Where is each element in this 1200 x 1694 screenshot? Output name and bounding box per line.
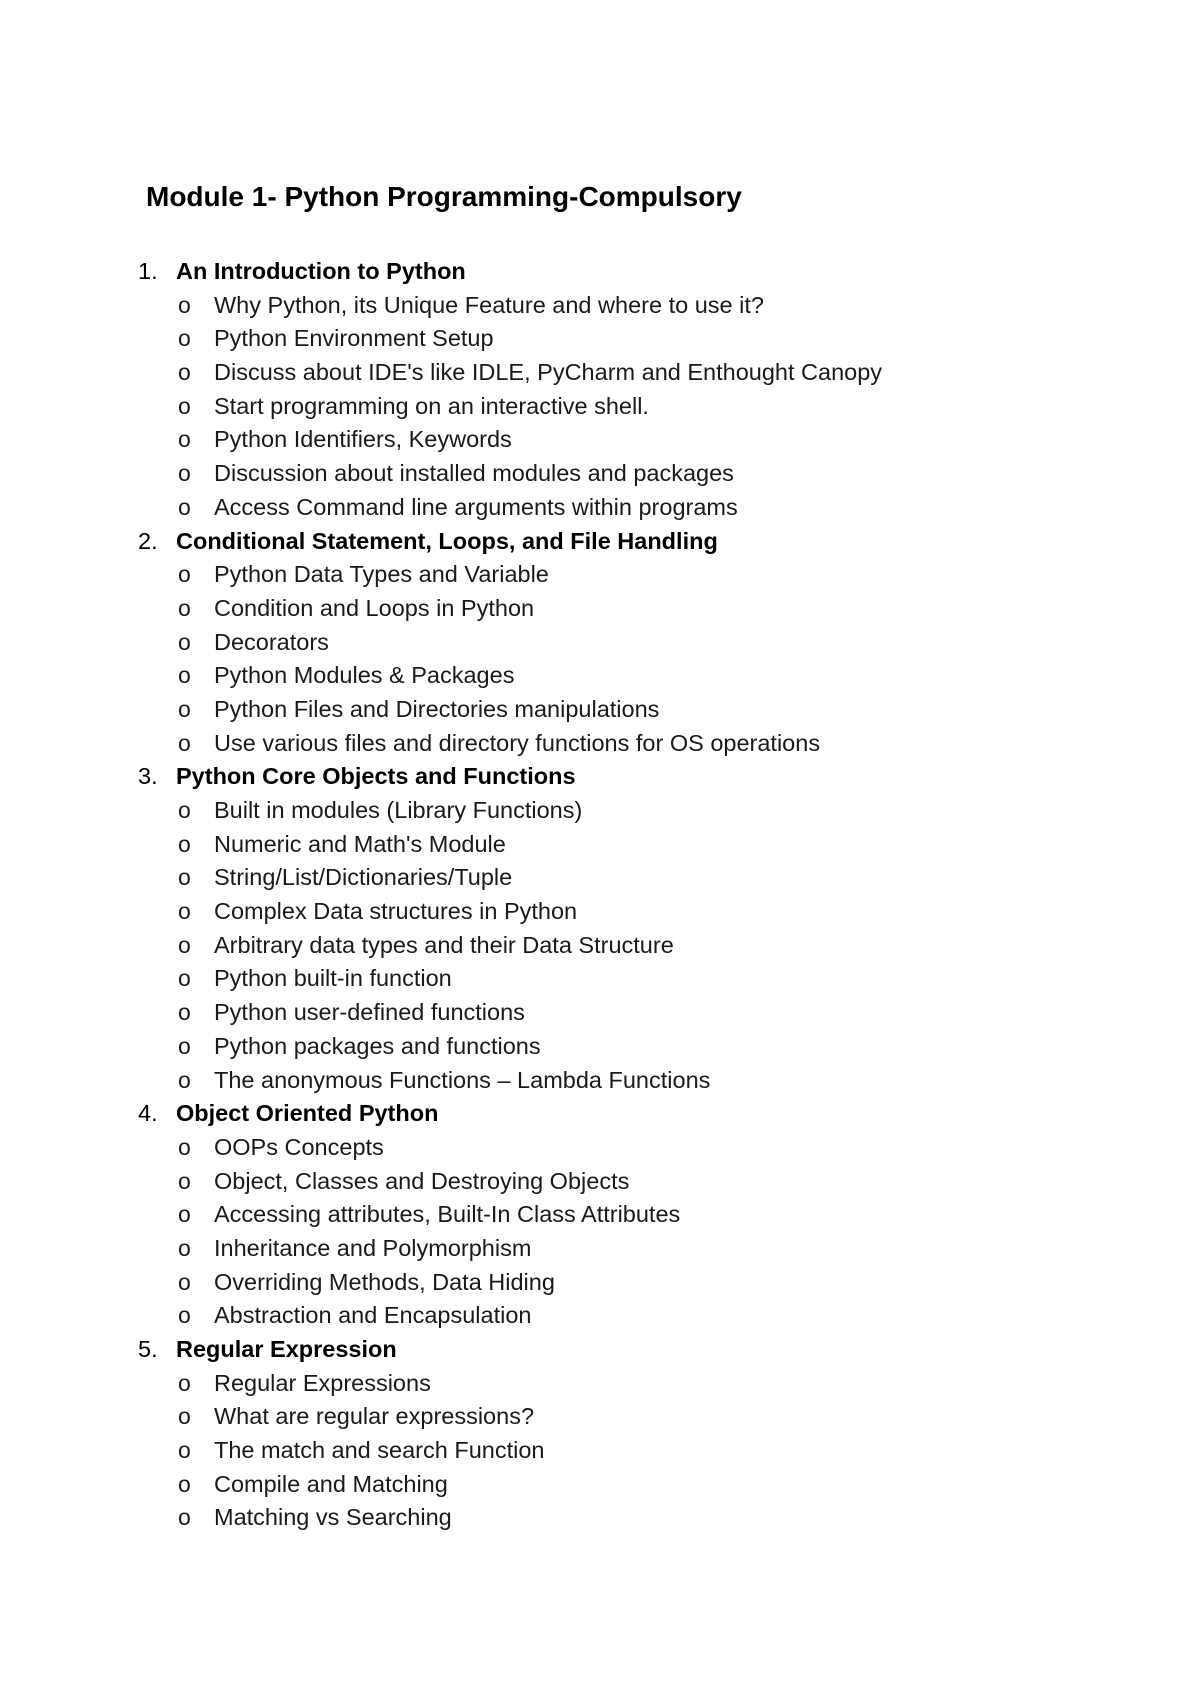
- list-item: [0, 390, 1200, 424]
- list-item: [0, 962, 1200, 996]
- list-item: [0, 1232, 1200, 1266]
- list-item-text: Start programming on an interactive shell.: [214, 392, 649, 419]
- list-item: [0, 693, 1200, 727]
- bullet-icon: o: [178, 1437, 191, 1464]
- section-number: 4.: [138, 1100, 158, 1127]
- list-item: [0, 929, 1200, 963]
- list-item: [0, 558, 1200, 592]
- list-item: [0, 1198, 1200, 1232]
- list-item-text: Discussion about installed modules and packages: [214, 460, 734, 487]
- bullet-icon: o: [178, 999, 191, 1026]
- bullet-icon: o: [178, 695, 191, 722]
- list-item-text: The anonymous Functions – Lambda Functions: [214, 1066, 711, 1093]
- list-item: [0, 626, 1200, 660]
- outline-section: [0, 255, 1200, 525]
- list-item: [0, 1266, 1200, 1300]
- list-item-text: Python built-in function: [214, 965, 452, 992]
- list-item-text: The match and search Function: [214, 1437, 545, 1464]
- list-item: [0, 457, 1200, 491]
- bullet-icon: o: [178, 291, 191, 318]
- section-title: Object Oriented Python: [176, 1100, 439, 1127]
- bullet-icon: o: [178, 662, 191, 689]
- list-item-text: Python Modules & Packages: [214, 662, 515, 689]
- list-item: [0, 1468, 1200, 1502]
- section-title: Regular Expression: [176, 1336, 397, 1362]
- list-item: [0, 659, 1200, 693]
- bullet-icon: o: [178, 561, 191, 588]
- list-item: [0, 423, 1200, 457]
- list-item-text: Python Files and Directories manipulations: [214, 695, 660, 722]
- bullet-icon: o: [178, 628, 191, 655]
- bullet-icon: o: [178, 1032, 191, 1059]
- bullet-icon: o: [178, 493, 191, 520]
- bullet-icon: o: [178, 1403, 191, 1430]
- list-item-text: Condition and Loops in Python: [214, 594, 535, 621]
- list-item: [0, 356, 1200, 390]
- list-item-text: Complex Data structures in Python: [214, 898, 578, 925]
- list-item: [0, 794, 1200, 828]
- bullet-icon: o: [178, 931, 191, 958]
- list-item: [0, 322, 1200, 356]
- list-item: [0, 1501, 1200, 1535]
- list-item-text: Built in modules (Library Functions): [214, 797, 583, 823]
- list-item: [0, 1131, 1200, 1165]
- list-item-text: Access Command line arguments within programs: [214, 493, 738, 520]
- section-heading: [0, 525, 1200, 559]
- list-item: [0, 828, 1200, 862]
- bullet-icon: o: [178, 1302, 191, 1329]
- list-item: [0, 491, 1200, 525]
- list-item-text: Python Environment Setup: [214, 325, 494, 352]
- list-item: [0, 1064, 1200, 1098]
- list-item: [0, 1030, 1200, 1064]
- list-item-text: Use various files and directory functions for OS operations: [214, 729, 821, 756]
- list-item-text: Arbitrary data types and their Data Structure: [214, 931, 674, 958]
- section-heading: [0, 760, 1200, 794]
- list-item-text: String/List/Dictionaries/Tuple: [214, 864, 513, 891]
- bullet-icon: o: [178, 1133, 191, 1160]
- section-number: 2.: [138, 527, 158, 554]
- section-title: Python Core Objects and Functions: [176, 763, 576, 790]
- bullet-icon: o: [178, 1066, 191, 1093]
- outline-section: [0, 525, 1200, 761]
- outline-section: [0, 760, 1200, 1097]
- list-item: [0, 895, 1200, 929]
- list-item: [0, 1299, 1200, 1333]
- outline-section: [0, 1097, 1200, 1333]
- bullet-icon: o: [178, 460, 191, 487]
- list-item-text: OOPs Concepts: [214, 1133, 384, 1160]
- bullet-icon: o: [178, 1268, 191, 1295]
- bullet-icon: o: [178, 1167, 191, 1194]
- list-item-text: Decorators: [214, 628, 329, 655]
- bullet-icon: o: [178, 594, 191, 621]
- list-item: [0, 592, 1200, 626]
- list-item-text: Why Python, its Unique Feature and where to use it?: [214, 291, 764, 318]
- section-number: 3.: [138, 763, 158, 790]
- list-item-text: Accessing attributes, Built-In Class Attributes: [214, 1201, 681, 1228]
- list-item-text: Numeric and Math's Module: [214, 830, 506, 857]
- section-item-list: [0, 1131, 1200, 1333]
- list-item-text: What are regular expressions?: [214, 1403, 535, 1430]
- list-item: [0, 1400, 1200, 1434]
- list-item-text: Python Data Types and Variable: [214, 561, 549, 588]
- list-item-text: Matching vs Searching: [214, 1504, 452, 1531]
- course-outline: [0, 255, 1200, 1535]
- outline-section: [0, 1333, 1200, 1535]
- section-heading: [0, 1333, 1200, 1367]
- list-item: [0, 727, 1200, 761]
- section-item-list: [0, 794, 1200, 1097]
- list-item-text: Compile and Matching: [214, 1470, 448, 1497]
- section-number: 1.: [138, 258, 158, 284]
- bullet-icon: o: [178, 898, 191, 925]
- section-item-list: [0, 289, 1200, 525]
- bullet-icon: o: [178, 830, 191, 857]
- list-item-text: Overriding Methods, Data Hiding: [214, 1268, 555, 1295]
- section-item-list: [0, 1367, 1200, 1535]
- section-item-list: [0, 558, 1200, 760]
- bullet-icon: o: [178, 426, 191, 453]
- list-item-text: Inheritance and Polymorphism: [214, 1234, 532, 1261]
- bullet-icon: o: [178, 1504, 191, 1531]
- bullet-icon: o: [178, 864, 191, 891]
- section-title: Conditional Statement, Loops, and File Handling: [176, 527, 718, 554]
- bullet-icon: o: [178, 392, 191, 419]
- section-number: 5.: [138, 1336, 158, 1362]
- list-item-text: Discuss about IDE's like IDLE, PyCharm and Enthought Canopy: [214, 359, 883, 386]
- list-item-text: Python packages and functions: [214, 1032, 541, 1059]
- list-item-text: Python Identifiers, Keywords: [214, 426, 512, 453]
- bullet-icon: o: [178, 1369, 191, 1396]
- bullet-icon: o: [178, 359, 191, 386]
- list-item: [0, 861, 1200, 895]
- list-item: [0, 996, 1200, 1030]
- list-item: [0, 1434, 1200, 1468]
- bullet-icon: o: [178, 1201, 191, 1228]
- list-item-text: Object, Classes and Destroying Objects: [214, 1167, 630, 1194]
- document-title: Module 1- Python Programming-Compulsory: [146, 181, 742, 212]
- section-heading: [0, 1097, 1200, 1131]
- section-title: An Introduction to Python: [176, 258, 466, 284]
- bullet-icon: o: [178, 729, 191, 756]
- bullet-icon: o: [178, 1234, 191, 1261]
- list-item: [0, 1165, 1200, 1199]
- list-item-text: Regular Expressions: [214, 1369, 431, 1396]
- list-item: [0, 289, 1200, 323]
- bullet-icon: o: [178, 965, 191, 992]
- list-item: [0, 1367, 1200, 1401]
- bullet-icon: o: [178, 797, 191, 823]
- bullet-icon: o: [178, 1470, 191, 1497]
- list-item-text: Abstraction and Encapsulation: [214, 1302, 532, 1329]
- section-heading: [0, 255, 1200, 289]
- bullet-icon: o: [178, 325, 191, 352]
- list-item-text: Python user-defined functions: [214, 999, 525, 1026]
